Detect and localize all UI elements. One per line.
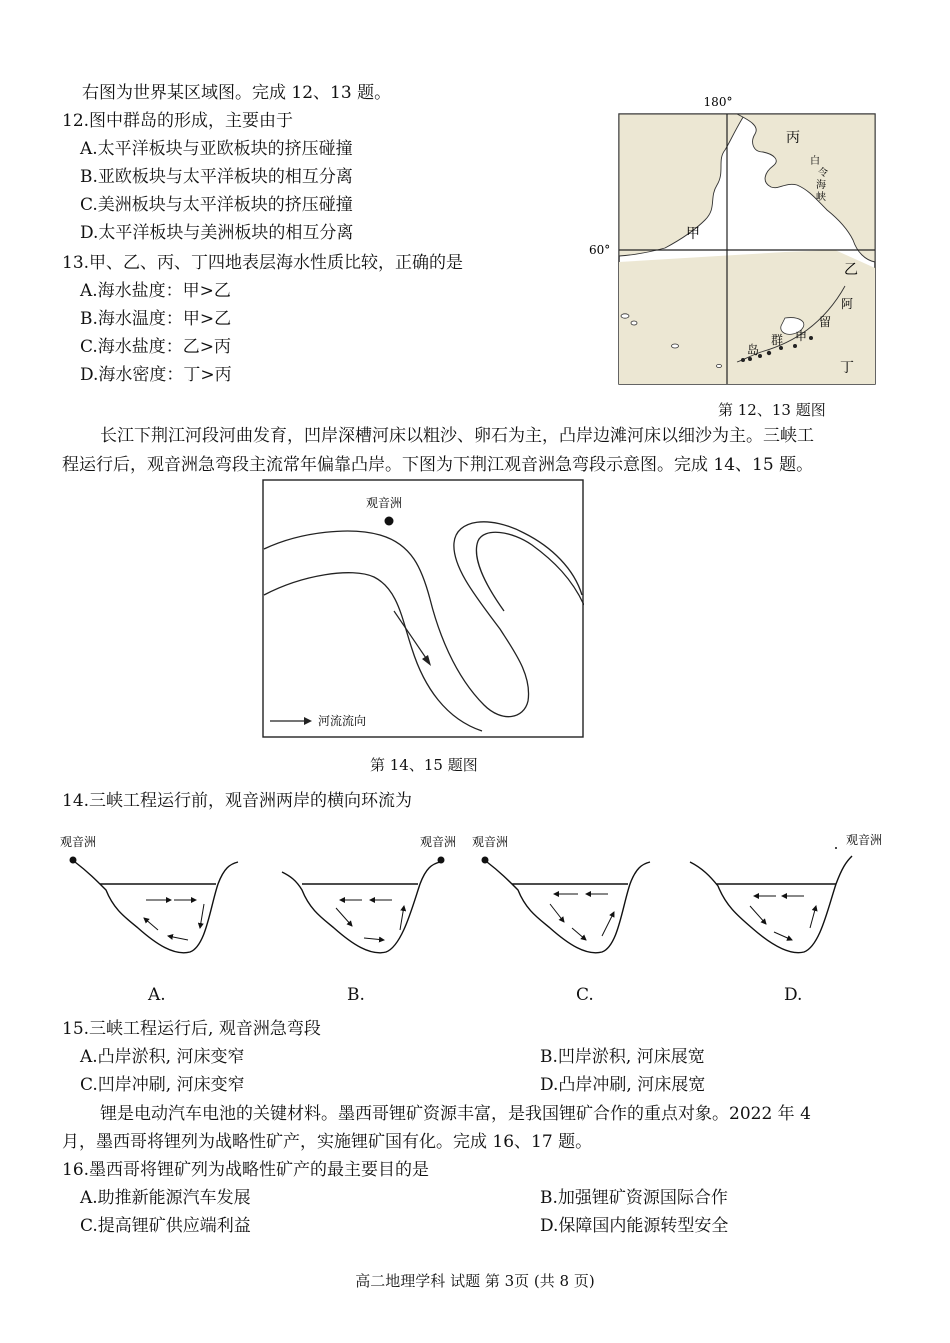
q13-option-a: A.海水盐度：甲>乙 xyxy=(80,281,231,301)
cross-d-place: 观音洲 xyxy=(846,833,883,847)
q16-option-b: B.加强锂矿资源国际合作 xyxy=(540,1188,728,1208)
q14-option-d: D. xyxy=(784,985,803,1005)
q15-stem: 15.三峡工程运行后, 观音洲急弯段 xyxy=(62,1019,321,1039)
map-lat-label: 60° xyxy=(589,243,611,257)
river-bend-figure xyxy=(262,479,584,739)
q15-option-a: A.凸岸淤积, 河床变窄 xyxy=(80,1047,245,1067)
q13-option-d: D.海水密度：丁>丙 xyxy=(80,365,232,385)
q13-option-c: C.海水盐度：乙>丙 xyxy=(80,337,232,357)
intro-q14-15-line2: 程运行后，观音洲急弯段主流常年偏靠凸岸。下图为下荆江观音洲急弯段示意图。完成 14、15 题。 xyxy=(62,455,814,475)
caption-fig-12-13: 第 12、13 题图 xyxy=(718,401,826,419)
intro-q14-15-line1: 长江下荆江河段河曲发育，凹岸深槽河床以粗沙、卵石为主，凸岸边滩河床以细沙为主。三峡工 xyxy=(100,426,814,446)
q15-option-d: D.凸岸冲刷, 河床展宽 xyxy=(540,1075,706,1095)
map-label-ding: 丁 xyxy=(840,360,854,376)
page-footer: 高二地理学科 试题 第 3页 (共 8 页) xyxy=(355,1272,595,1290)
q13-stem: 13.甲、乙、丙、丁四地表层海水性质比较，正确的是 xyxy=(62,253,464,273)
q16-option-d: D.保障国内能源转型安全 xyxy=(540,1216,729,1236)
cross-c-place: 观音洲 xyxy=(472,835,509,849)
cross-section-options xyxy=(56,828,896,978)
bering-region-map xyxy=(585,90,885,420)
figure-legend-label: 河流流向 xyxy=(318,714,367,728)
intro-q12-13: 右图为世界某区域图。完成 12、13 题。 xyxy=(82,83,392,103)
strait-char-4: 峡 xyxy=(816,192,826,203)
q12-option-d: D.太平洋板块与美洲板块的相互分离 xyxy=(80,223,354,243)
island-char-2: 留 xyxy=(818,315,832,329)
q14-option-c: C. xyxy=(576,985,594,1005)
q12-option-b: B.亚欧板块与太平洋板块的相互分离 xyxy=(80,167,353,187)
strait-char-3: 海 xyxy=(816,180,826,191)
q13-option-b: B.海水温度：甲>乙 xyxy=(80,309,232,329)
map-label-yi: 乙 xyxy=(844,262,858,278)
island-char-1: 阿 xyxy=(840,297,854,311)
caption-fig-14-15: 第 14、15 题图 xyxy=(370,756,478,774)
figure-guanyinzhou-label: 观音洲 xyxy=(365,496,403,510)
island-char-5: 岛 xyxy=(746,343,760,357)
q12-option-a: A.太平洋板块与亚欧板块的挤压碰撞 xyxy=(80,139,353,159)
q14-option-a: A. xyxy=(148,985,166,1005)
cross-b-place: 观音洲 xyxy=(420,835,457,849)
q12-stem: 12.图中群岛的形成，主要由于 xyxy=(62,111,294,131)
island-char-4: 群 xyxy=(770,333,784,347)
cross-section-c xyxy=(472,834,650,953)
q16-stem: 16.墨西哥将锂矿列为战略性矿产的最主要目的是 xyxy=(62,1160,430,1180)
map-lon-label: 180° xyxy=(703,95,733,109)
q12-option-c: C.美洲板块与太平洋板块的挤压碰撞 xyxy=(80,195,353,215)
intro-q16-17-line2: 月，墨西哥将锂列为战略性矿产，实施锂矿国有化。完成 16、17 题。 xyxy=(62,1132,593,1152)
strait-char-2: 令 xyxy=(818,168,828,179)
map-label-bing: 丙 xyxy=(786,130,800,146)
strait-char-1: 白 xyxy=(810,156,820,167)
q15-option-c: C.凹岸冲刷, 河床变窄 xyxy=(80,1075,245,1095)
q14-stem: 14.三峡工程运行前，观音洲两岸的横向环流为 xyxy=(62,791,413,811)
intro-q16-17-line1: 锂是电动汽车电池的关键材料。墨西哥锂矿资源丰富，是我国锂矿合作的重点对象。2022 年 4 xyxy=(100,1104,811,1124)
cross-section-b xyxy=(282,834,456,953)
q14-option-b: B. xyxy=(347,985,365,1005)
q16-option-c: C.提高锂矿供应端利益 xyxy=(80,1216,251,1236)
q16-option-a: A.助推新能源汽车发展 xyxy=(80,1188,251,1208)
cross-section-a xyxy=(60,834,238,953)
island-char-3: 申 xyxy=(794,329,808,343)
map-label-jia: 甲 xyxy=(686,226,700,242)
q15-option-b: B.凹岸淤积, 河床展宽 xyxy=(540,1047,705,1067)
cross-section-d xyxy=(690,832,882,953)
cross-a-place: 观音洲 xyxy=(60,835,97,849)
